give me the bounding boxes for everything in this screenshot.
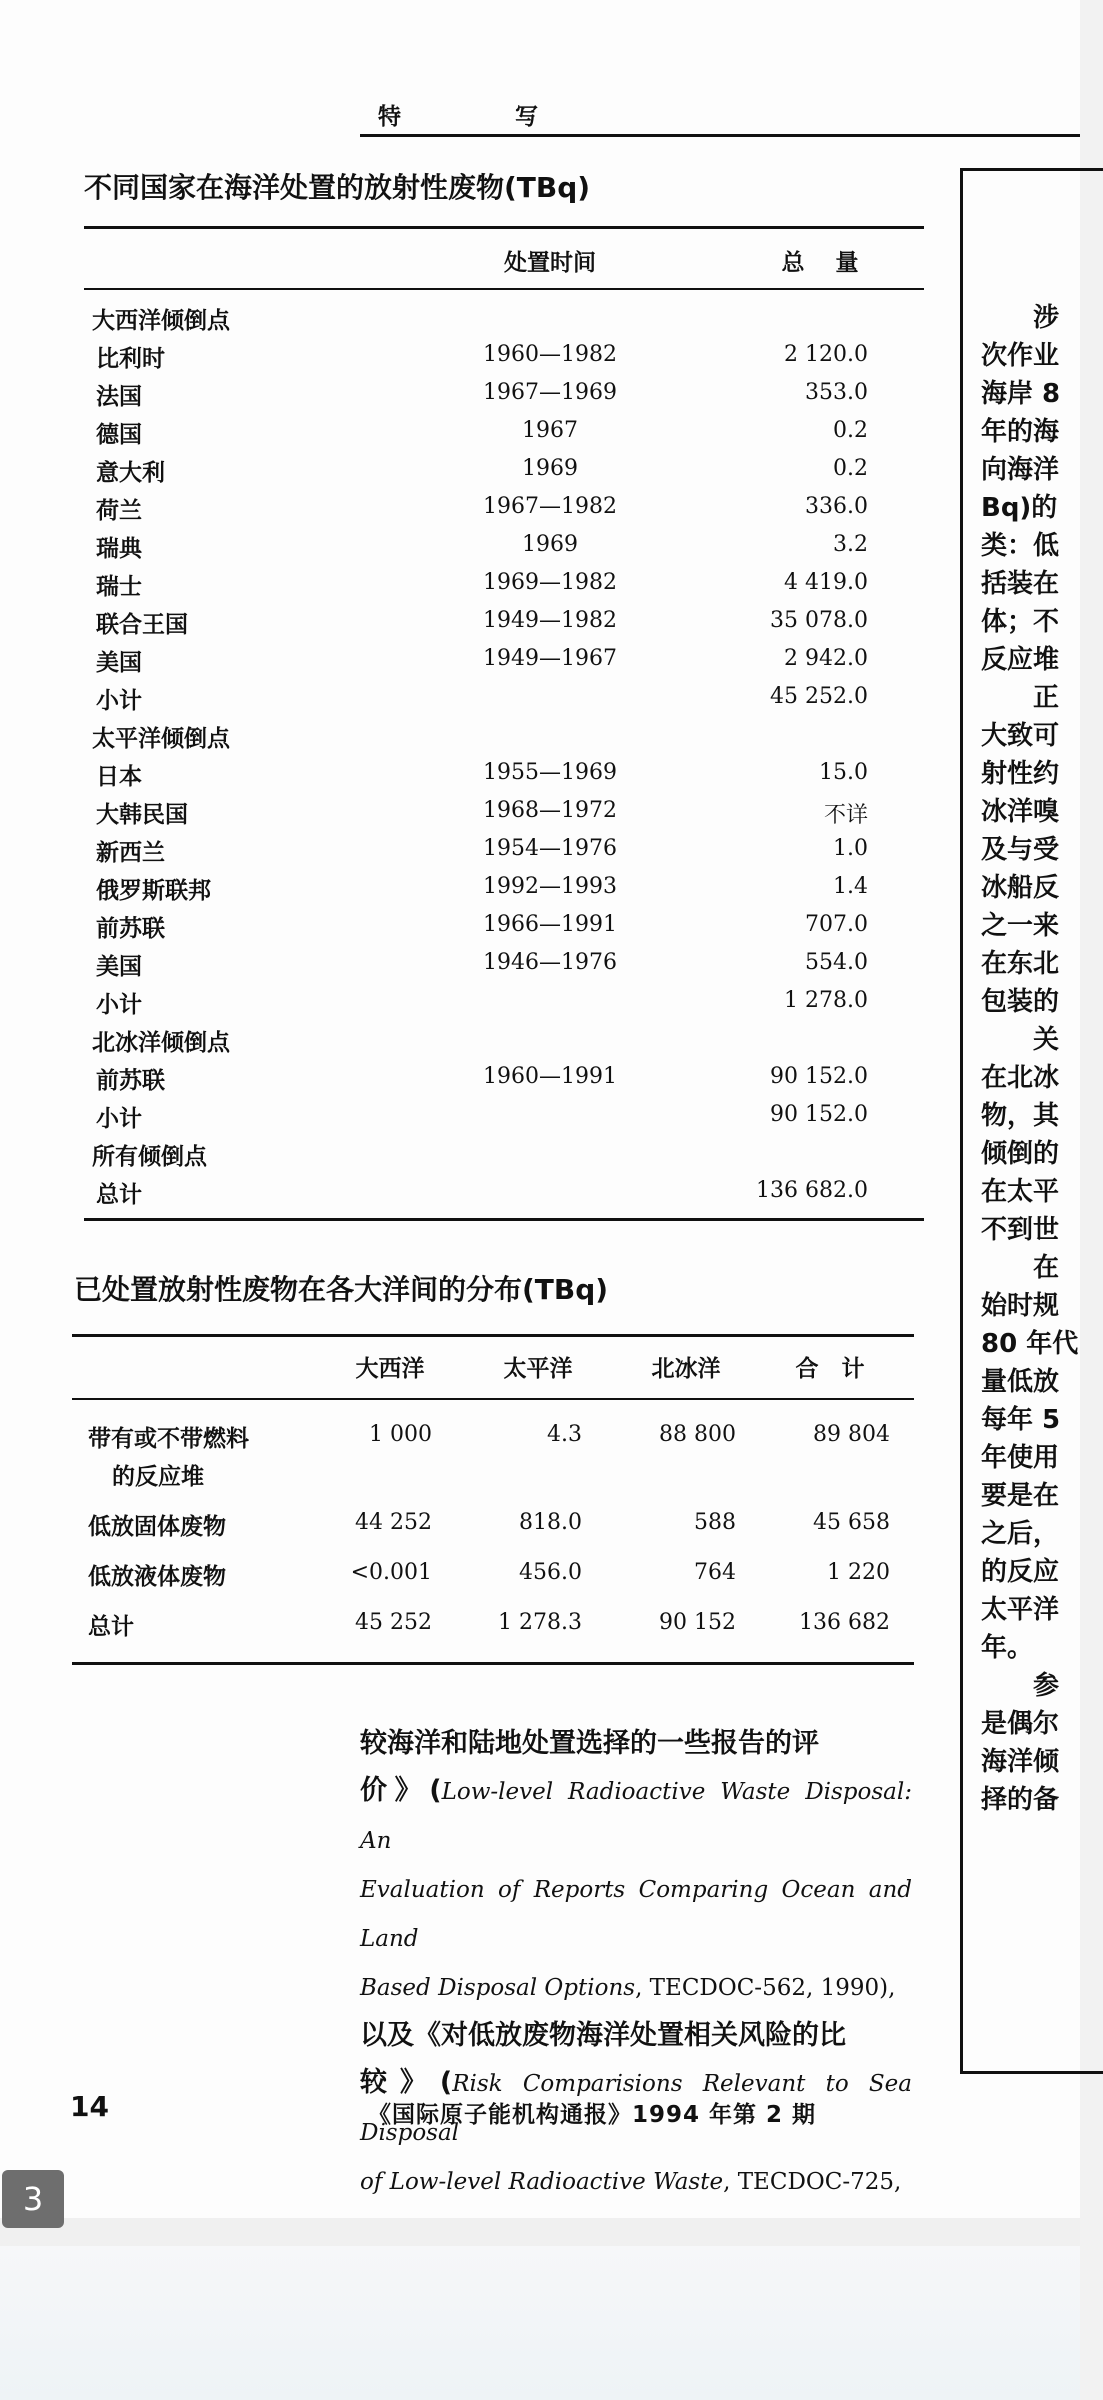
sidebar-line: 始时规	[981, 1291, 1060, 1321]
sidebar-line: Bq)的	[981, 493, 1058, 523]
table1-header-rule	[84, 288, 924, 290]
sidebar-line: 要是在	[981, 1481, 1060, 1511]
table1-row-name: 新西兰	[96, 840, 165, 866]
table1-row-total: 1 278.0	[784, 988, 868, 1013]
table1-row-total: 1.0	[833, 836, 868, 861]
table1-row-name: 前苏联	[96, 916, 165, 942]
sidebar-line: 在	[981, 1253, 1060, 1283]
para-line-3-italic: Evaluation of Reports Comparing Ocean and Land	[360, 1877, 912, 1952]
table1-row-total: 0.2	[833, 418, 868, 443]
page-gap	[0, 2218, 1080, 2246]
sidebar-line: 大致可	[981, 721, 1060, 751]
table1-section-label: 大西洋倾倒点	[92, 308, 230, 334]
table1-row-period: 1969	[522, 532, 578, 557]
table1-row-period: 1960—1991	[483, 1064, 617, 1089]
table1-row-total: 136 682.0	[756, 1178, 868, 1203]
table1-row-total: 2 120.0	[784, 342, 868, 367]
sidebar-line: 类：低	[981, 531, 1060, 561]
table1-col-total: 总 量	[781, 250, 859, 276]
sidebar-line: 年的海	[981, 417, 1060, 447]
table2-cell: 45 658	[813, 1510, 890, 1535]
table1-row-total: 35 078.0	[770, 608, 868, 633]
para-line-5: 以及《对低放废物海洋处置相关风险的比	[360, 2020, 846, 2051]
sidebar-line: 之后，	[981, 1519, 1060, 1549]
table1-row-period: 1967	[522, 418, 578, 443]
page-number: 14	[70, 2090, 109, 2123]
sidebar-line: 不到世	[981, 1215, 1060, 1245]
sidebar-line: 反应堆	[981, 645, 1060, 675]
table2-cell: 88 800	[659, 1422, 736, 1447]
table1-row-total: 3.2	[833, 532, 868, 557]
sidebar-line: 倾倒的	[981, 1139, 1060, 1169]
table2-cell: 1 278.3	[498, 1610, 582, 1635]
table1-row-total: 45 252.0	[770, 684, 868, 709]
sidebar-line: 体；不	[981, 607, 1060, 637]
table1-row-name: 瑞士	[96, 574, 142, 600]
table2-header-rule	[72, 1398, 914, 1400]
table2-row-name: 低放固体废物	[88, 1514, 226, 1540]
table2-cell: 456.0	[519, 1560, 582, 1585]
table2-row-name: 带有或不带燃料	[88, 1426, 249, 1452]
table2-row-name: 低放液体废物	[88, 1564, 226, 1590]
sidebar-line: 之一来	[981, 911, 1060, 941]
table1-row-total: 4 419.0	[784, 570, 868, 595]
table1-row-name: 大韩民国	[96, 802, 188, 828]
table1-col-period: 处置时间	[504, 250, 596, 276]
sidebar-line: 在北冰	[981, 1063, 1060, 1093]
table1-section-label: 北冰洋倾倒点	[92, 1030, 230, 1056]
sidebar-line: 冰船反	[981, 873, 1060, 903]
table2-cell: 136 682	[799, 1610, 890, 1635]
sidebar-line: 是偶尔	[981, 1709, 1060, 1739]
table1-row-name: 俄罗斯联邦	[96, 878, 211, 904]
table1-row-period: 1960—1982	[483, 342, 617, 367]
table2-cell: 588	[694, 1510, 736, 1535]
para-line-2-cn: 价》(	[360, 1775, 442, 1806]
table2-cell: 89 804	[813, 1422, 890, 1447]
table1-row-name: 荷兰	[96, 498, 142, 524]
table1-row-period: 1967—1969	[483, 380, 617, 405]
section-header-char-1: 特	[378, 104, 403, 130]
header-rule	[360, 134, 1080, 137]
table1-row-period: 1968—1972	[483, 798, 617, 823]
table1-section-label: 太平洋倾倒点	[92, 726, 230, 752]
table2-col-header: 大西洋	[355, 1356, 425, 1382]
para-line-2-italic: Low-level Radioactive Waste Disposal: An	[360, 1779, 912, 1854]
table1-row-period: 1954—1976	[483, 836, 617, 861]
table1-section-label: 所有倾倒点	[92, 1144, 207, 1170]
table1-row-total: 336.0	[805, 494, 868, 519]
table1-row-name: 联合王国	[96, 612, 188, 638]
table1-top-rule	[84, 226, 924, 229]
table1-row-period: 1967—1982	[483, 494, 617, 519]
sidebar-line: 太平洋	[981, 1595, 1060, 1625]
table1-row-period: 1946—1976	[483, 950, 617, 975]
para-line-4-ref: , TECDOC-562, 1990),	[635, 1975, 896, 2001]
sidebar-line: 在东北	[981, 949, 1060, 979]
sidebar-line: 年。	[981, 1633, 1034, 1663]
table1-row-total: 353.0	[805, 380, 868, 405]
sidebar-line: 正	[981, 683, 1060, 713]
sidebar-line: 每年 5	[981, 1405, 1061, 1435]
sidebar-line: 及与受	[981, 835, 1060, 865]
table1-row-period: 1949—1982	[483, 608, 617, 633]
table1-row-period: 1969	[522, 456, 578, 481]
table1-row-name: 总计	[96, 1182, 142, 1208]
section-header-char-2: 写	[515, 104, 540, 130]
table1-row-total: 90 152.0	[770, 1102, 868, 1127]
table1-row-name: 德国	[96, 422, 142, 448]
table1-row-total: 不详	[823, 803, 868, 828]
table1-row-total: 2 942.0	[784, 646, 868, 671]
table1-row-period: 1969—1982	[483, 570, 617, 595]
table2-col-header: 太平洋	[503, 1356, 573, 1382]
table1-row-name: 意大利	[96, 460, 165, 486]
table2-row-name: 总计	[88, 1614, 134, 1640]
table2-top-rule	[72, 1334, 914, 1337]
sidebar-line: 择的备	[981, 1785, 1060, 1815]
table2-cell: 45 252	[355, 1610, 432, 1635]
table2-title: 已处置放射性废物在各大洋间的分布(TBq)	[74, 1273, 609, 1306]
table1-row-total: 15.0	[819, 760, 868, 785]
sidebar-line: 向海洋	[981, 455, 1060, 485]
table1-row-period: 1966—1991	[483, 912, 617, 937]
sidebar-text	[981, 299, 1101, 1819]
table2-cell: 764	[694, 1560, 736, 1585]
table2-col-header: 北冰洋	[651, 1356, 721, 1382]
table1-row-total: 554.0	[805, 950, 868, 975]
sidebar-line: 量低放	[981, 1367, 1060, 1397]
sidebar-line: 参	[981, 1671, 1060, 1701]
sidebar-article-box	[960, 168, 1103, 2074]
table1-row-period: 1992—1993	[483, 874, 617, 899]
table1-row-name: 美国	[96, 954, 142, 980]
table2-cell: 44 252	[355, 1510, 432, 1535]
table2-cell: 818.0	[519, 1510, 582, 1535]
sidebar-line: 在太平	[981, 1177, 1060, 1207]
table2-bottom-rule	[72, 1662, 914, 1665]
table1-row-name: 小计	[96, 688, 142, 714]
sidebar-line: 的反应	[981, 1557, 1060, 1587]
sidebar-line: 物，其	[981, 1101, 1060, 1131]
sidebar-line: 关	[981, 1025, 1060, 1055]
sidebar-line: 海岸 8	[981, 379, 1061, 409]
journal-footer: 《国际原子能机构通报》1994 年第 2 期	[368, 2102, 817, 2128]
sidebar-line: 包装的	[981, 987, 1060, 1017]
table1-row-total: 0.2	[833, 456, 868, 481]
table1-title: 不同国家在海洋处置的放射性废物(TBq)	[84, 171, 591, 204]
table1-row-name: 美国	[96, 650, 142, 676]
table1-row-name: 瑞典	[96, 536, 142, 562]
table1-row-period: 1949—1967	[483, 646, 617, 671]
table2-cell: 1 220	[827, 1560, 890, 1585]
table2-cell: <0.001	[350, 1560, 432, 1585]
table1-row-name: 前苏联	[96, 1068, 165, 1094]
para-line-6-italic: Risk Comparisions Relevant to Sea Disposal	[360, 2071, 913, 2146]
sidebar-line: 年使用	[981, 1443, 1060, 1473]
table2-cell: 90 152	[659, 1610, 736, 1635]
para-line-6-cn: 较》(	[360, 2067, 453, 2098]
para-line-1: 较海洋和陆地处置选择的一些报告的评	[360, 1728, 819, 1759]
sidebar-line: 80 年代	[981, 1329, 1079, 1359]
para-line-4-italic: Based Disposal Options	[360, 1975, 636, 2001]
table2-cell: 4.3	[547, 1422, 582, 1447]
para-line-7-ref: , TECDOC-725,	[723, 2169, 902, 2195]
table2-cell: 1 000	[369, 1422, 432, 1447]
para-line-7-italic: of Low-level Radioactive Waste	[360, 2169, 724, 2195]
table1-bottom-rule	[84, 1218, 924, 1221]
table1-row-total: 707.0	[805, 912, 868, 937]
sidebar-line: 海洋倾	[981, 1747, 1060, 1777]
table1-row-total: 90 152.0	[770, 1064, 868, 1089]
sidebar-line: 冰洋嗅	[981, 797, 1060, 827]
sidebar-line: 括装在	[981, 569, 1060, 599]
sidebar-line: 次作业	[981, 341, 1060, 371]
table1-row-total: 1.4	[833, 874, 868, 899]
next-page-preview[interactable]	[0, 2246, 1080, 2400]
table1-row-period: 1955—1969	[483, 760, 617, 785]
table1-row-name: 法国	[96, 384, 142, 410]
table2-row-name-cont: 的反应堆	[112, 1464, 204, 1490]
page-indicator-badge[interactable]: 3	[2, 2170, 64, 2228]
sidebar-line: 涉	[981, 303, 1060, 333]
table1-row-name: 日本	[96, 764, 142, 790]
table1-row-name: 小计	[96, 992, 142, 1018]
table1-row-name: 比利时	[96, 346, 165, 372]
table2-col-header: 合 计	[795, 1356, 865, 1382]
table1-row-name: 小计	[96, 1106, 142, 1132]
sidebar-line: 射性约	[981, 759, 1060, 789]
reference-paragraph	[360, 1720, 912, 2255]
